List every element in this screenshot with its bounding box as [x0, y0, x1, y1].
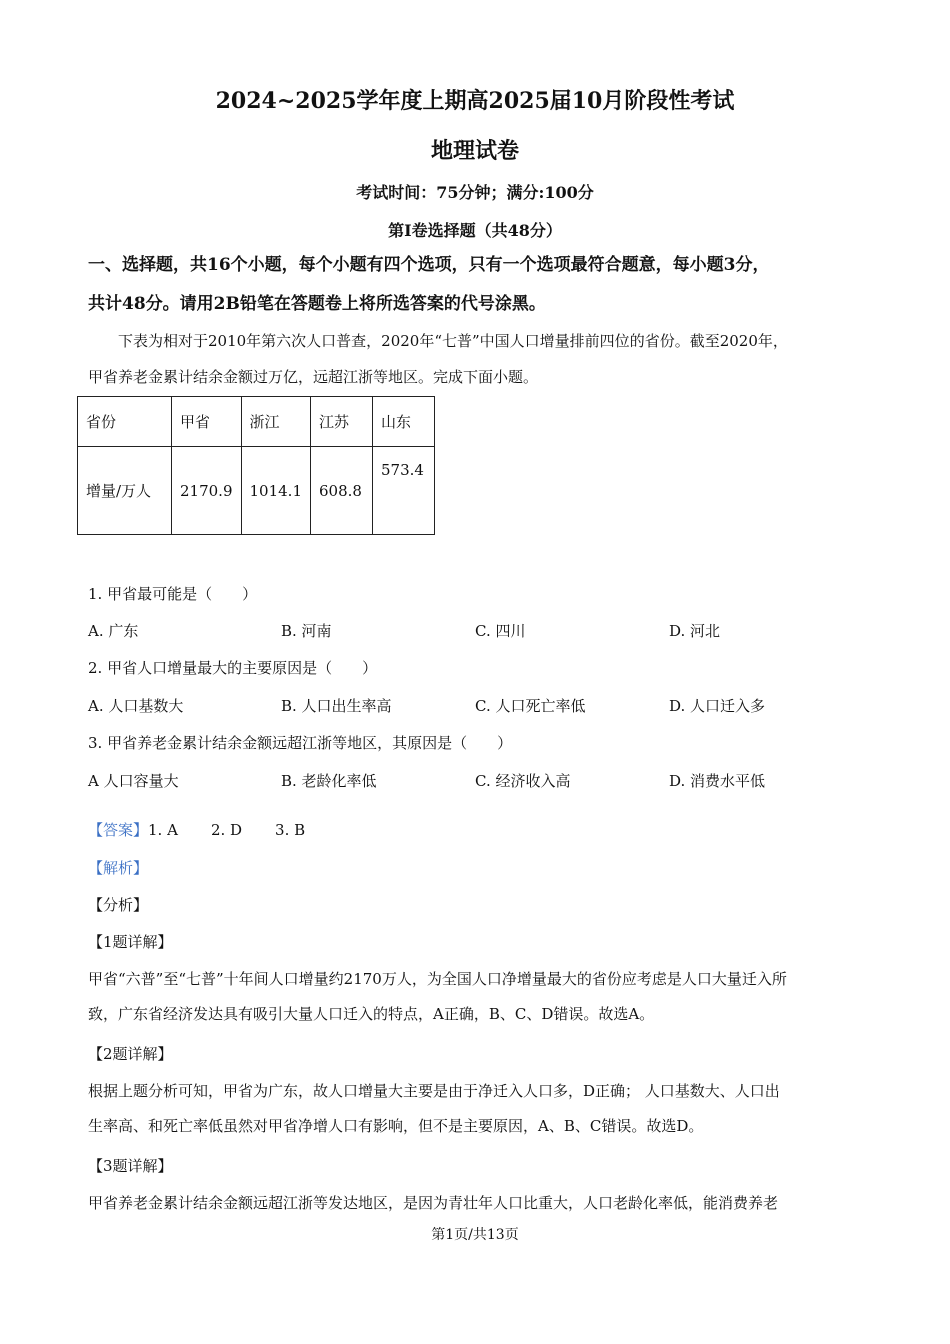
table-row — [78, 447, 435, 535]
answer-label: 【答案】 — [88, 821, 149, 839]
table-header-cell: 甲省 — [172, 397, 242, 447]
question-2-option-d: D. 人口迁入多 — [669, 697, 766, 715]
table-cell: 608.8 — [311, 447, 373, 535]
question-1-option-d: D. 河北 — [669, 622, 721, 640]
table-header-row — [78, 397, 435, 447]
question-3-option-d: D. 消费水平低 — [669, 772, 766, 790]
q2-detail-line2: 生率高、和死亡率低虽然对甲省净增人口有影响，但不是主要原因，A、B、C错误。故选D。 — [88, 1117, 704, 1135]
q3-detail-heading: 【3题详解】 — [88, 1157, 173, 1175]
question-1-option-b: B. 河南 — [281, 622, 332, 640]
question-3-stem: 3. 甲省养老金累计结余金额远超江浙等地区，其原因是（ ） — [88, 734, 513, 752]
question-2-option-b: B. 人口出生率高 — [281, 697, 392, 715]
table-row-label: 增量/万人 — [78, 447, 172, 535]
question-2-stem: 2. 甲省人口增量最大的主要原因是（ ） — [88, 659, 378, 677]
table-header-cell: 省份 — [78, 397, 172, 447]
q3-detail-line1: 甲省养老金累计结余金额远超江浙等发达地区，是因为青壮年人口比重大，人口老龄化率低，能消费养老 — [88, 1194, 779, 1212]
q2-detail-heading: 【2题详解】 — [88, 1045, 173, 1063]
table-cell: 1014.1 — [241, 447, 311, 535]
question-1-option-c: C. 四川 — [475, 622, 526, 640]
intro-line2: 甲省养老金累计结余金额过万亿，远超江浙等地区。完成下面小题。 — [88, 368, 539, 386]
q1-detail-line2: 致，广东省经济发达具有吸引大量人口迁入的特点，A正确，B、C、D错误。故选A。 — [88, 1005, 655, 1023]
q2-detail-line1: 根据上题分析可知，甲省为广东，故人口增量大主要是由于净迁入人口多，D正确； 人口基数大、人口出 — [88, 1082, 780, 1100]
section-instruction-line1: 一、选择题，共16个小题，每个小题有四个选项，只有一个选项最符合题意，每小题3分， — [88, 255, 770, 275]
question-3-option-c: C. 经济收入高 — [475, 772, 571, 790]
answer-item: 1. A — [148, 821, 178, 839]
question-1-stem: 1. 甲省最可能是（ ） — [88, 585, 258, 603]
part-heading: 第I卷选择题（共48分） — [388, 221, 562, 240]
question-2-option-c: C. 人口死亡率低 — [475, 697, 586, 715]
exam-title: 2024~2025学年度上期高2025届10月阶段性考试 — [215, 88, 735, 114]
intro-line1: 下表为相对于2010年第六次人口普查，2020年“七普”中国人口增量排前四位的省份。截至2020年， — [118, 332, 788, 350]
q1-detail-heading: 【1题详解】 — [88, 933, 173, 951]
analysis-heading: 【解析】 — [88, 859, 149, 877]
q1-detail-line1: 甲省“六普”至“七普”十年间人口增量约2170万人，为全国人口净增量最大的省份应考虑是人口大量迁入所 — [88, 970, 787, 988]
table-header-cell: 江苏 — [311, 397, 373, 447]
section-instruction-line2: 共计48分。请用2B铅笔在答题卷上将所选答案的代号涂黑。 — [88, 294, 546, 314]
question-1-option-a: A. 广东 — [88, 622, 139, 640]
table-header-cell: 浙江 — [241, 397, 311, 447]
subject-title: 地理试卷 — [430, 138, 519, 164]
table-cell: 573.4 — [373, 447, 435, 535]
answer-line — [88, 819, 305, 840]
page-footer: 第1页/共13页 — [431, 1227, 519, 1243]
table-header-cell: 山东 — [373, 397, 435, 447]
exam-info: 考试时间：75分钟；满分:100分 — [356, 183, 594, 202]
population-table — [77, 396, 435, 535]
question-3-option-b: B. 老龄化率低 — [281, 772, 377, 790]
table-cell: 2170.9 — [172, 447, 242, 535]
answer-item: 3. B — [275, 821, 306, 839]
answer-item: 2. D — [210, 821, 243, 839]
question-2-option-a: A. 人口基数大 — [88, 697, 184, 715]
fenxi-heading: 【分析】 — [88, 896, 149, 914]
question-3-option-a: A 人口容量大 — [88, 772, 179, 790]
